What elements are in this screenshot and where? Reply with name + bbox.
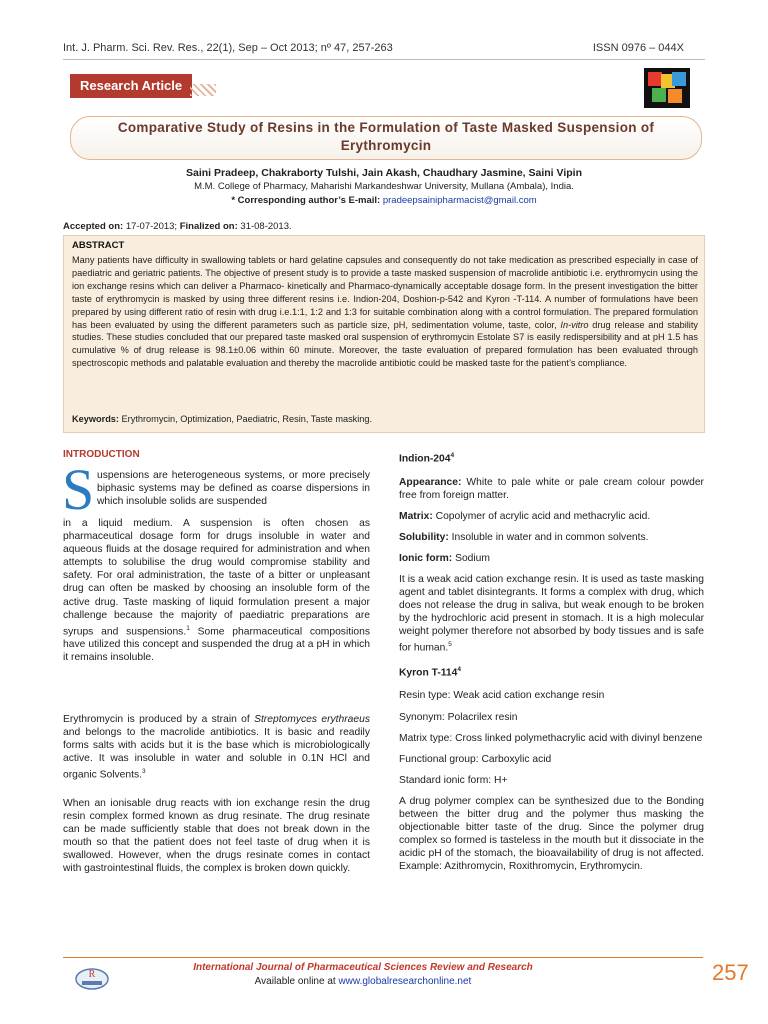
synonym-line: Synonym: Polacrilex resin bbox=[399, 711, 518, 723]
species-name: Streptomyces erythraeus bbox=[254, 714, 370, 725]
intro-paragraph-1-start: uspensions are heterogeneous systems, or more precisely biphasic systems may be defined as coarse dispersions in which insoluble solids are suspended bbox=[97, 470, 370, 508]
abstract-text bbox=[72, 254, 698, 370]
article-type-badge: Research Article bbox=[70, 74, 192, 98]
abstract-heading: ABSTRACT bbox=[72, 240, 125, 251]
resin-type-line: Resin type: Weak acid cation exchange resin bbox=[399, 690, 605, 702]
keywords-list: Erythromycin, Optimization, Paediatric, Resin, Taste masking. bbox=[121, 414, 373, 424]
introduction-heading: INTRODUCTION bbox=[63, 449, 140, 460]
corresponding-author bbox=[63, 195, 705, 206]
appearance-line: Appearance: White to pale white or pale cream colour powder free from foreign matter. bbox=[399, 476, 704, 501]
website-link[interactable]: www.globalresearchonline.net bbox=[338, 976, 472, 987]
abstract-text-a: Many patients have difficulty in swallowing tablets or hard gelatine capsules and consequently do not take medication as prescribed especially in case of paediatric and geriatric patients. The objective of present study is to provide a taste masked suspension of macrolide antibiotic i.e. erythromycin using the ion exchange resins which can deliver a Pharmaco- kinetically and Pharmaco-dynamically acceptable dosage form. In the present investigation the bitter taste of erythromycin is masked by using three different resins i.e. Indion-204, Doshion-p-542 and Kyron -T-114. A number of formulations have been prepared by using different ratio of resin with drug i.e.1:1, 1:2 and 1:3 for suitable combination along with a control formulation. The prepared formulation has been evaluated by using the different parameters such as particle size, pH, sedimentation volume, taste, color, bbox=[72, 255, 698, 330]
standard-ionic-form-line: Standard ionic form: H+ bbox=[399, 774, 508, 786]
keywords bbox=[72, 414, 698, 424]
citation-ref: 3 bbox=[142, 768, 146, 776]
corresponding-label: * Corresponding author’s E-mail: bbox=[231, 195, 381, 206]
intro-paragraph-3: When an ionisable drug reacts with ion exchange resin the drug resin complex formed known as drug resinate. The drug resinate can be made sufficiently stable that does not break down in the mouth so that the patient does not feel taste of drug when it is swallowed. However, when the drugs resinate comes in contact with gastrointestinal fluids, the complex is broken down quickly. bbox=[63, 798, 370, 875]
header-divider bbox=[63, 59, 705, 60]
functional-group-line: Functional group: Carboxylic acid bbox=[399, 753, 552, 765]
complex-description: A drug polymer complex can be synthesized due to the Bonding between the bitter drug and the polymer thus masking the objectionable bitter taste of the drug. Since the polymer drug complex so formed is tasteless in the mouth but it dissociate in the acidic pH of the stomach, the bioavailability of drug is not affected. Example: Azithromycin, Roxithromycin, Erythromycin. bbox=[399, 795, 704, 873]
accepted-date: 17-07-2013; bbox=[125, 221, 178, 232]
indion-heading: Indion-$204^4$ bbox=[399, 452, 455, 465]
finalized-date: 31-08-2013. bbox=[240, 221, 292, 232]
abstract-text-italic: In-vitro bbox=[560, 319, 589, 330]
title-banner bbox=[70, 116, 702, 160]
issn: ISSN 0976 – 044X bbox=[592, 42, 684, 54]
ionic-form-line: Ionic form: Sodium bbox=[399, 552, 490, 564]
matrix-type-line: Matrix type: Cross linked polymethacrylic acid with divinyl benzene bbox=[399, 732, 703, 744]
right-column bbox=[399, 449, 704, 882]
drop-cap: S bbox=[62, 457, 95, 522]
citation-ref: 1 bbox=[186, 624, 190, 632]
indion-description: It is a weak acid cation exchange resin. It is used as taste masking agent and tablet disintegrants. It forms a complex with drug, which does not release the drug in saliva, but weak enough to be broken by the hydrochloric acid present in stomach. It is a high molecular weight polymer therefore not absorbed by body tissues and is safe for human.$^5$ bbox=[399, 573, 704, 654]
intro-p1-tail: Some pharmaceutical compositions have utilized this concept and suspended the drug at a pH in which it remains insoluble. bbox=[63, 626, 370, 664]
intro-paragraph-2 bbox=[63, 713, 370, 782]
intro-p2-b: and belongs to the macrolide antibiotics. It is basic and readily forms salts with acids but it is the base which is microbiologically active. It was insoluble in water and soluble in 0.1N HCl and organic Solvents. bbox=[63, 727, 370, 781]
article-title: Comparative Study of Resins in the Formulation of Taste Masked Suspension of Erythromycin bbox=[117, 120, 655, 153]
footer-availability bbox=[63, 976, 663, 987]
footer-divider bbox=[63, 957, 703, 958]
publication-dates bbox=[63, 221, 292, 232]
intro-p1-body: in a liquid medium. A suspension is often chosen as pharmaceutical dosage form for drugs insoluble in water and aqueous fluids at the dosage required for administration and when attempts to solubilise the drug would compromise stability and safety. For oral administration, the taste of a bitter or unpleasant drug can often be masked by choosing an insoluble form of the active drug. Taste masking of liquid formulation present a major challenge because the majority of paediatric preparations are syrups and suspensions. bbox=[63, 518, 370, 638]
badge-hatch-decoration bbox=[190, 84, 216, 96]
solubility-line: Solubility: Insoluble in water and in common solvents. bbox=[399, 531, 649, 543]
journal-citation: Int. J. Pharm. Sci. Rev. Res., 22(1), Sep – Oct 2013; nº 47, 257-263 bbox=[63, 42, 393, 54]
abstract-text-b: drug release and stability studies. These studies concluded that our prepared taste masked oral suspension of erythromycin Estolate S7 is easily redispersibility and at pH 1.5 has cumulative % of drug release is 98.1±0.06 within 60 minute. Moreover, the taste evaluation of prepared formulation has been evaluated through spectroscopic methods and palatable evaluation and thereby the macrolide antibiotic could be masked taste for the patient’s compliance. bbox=[72, 319, 698, 369]
author-list: Saini Pradeep, Chakraborty Tulshi, Jain Akash, Chaudhary Jasmine, Saini Vipin bbox=[185, 167, 582, 179]
accepted-label: Accepted on: bbox=[63, 221, 124, 232]
keywords-label: Keywords: bbox=[72, 414, 119, 424]
matrix-line: Matrix: Copolymer of acrylic acid and methacrylic acid. bbox=[399, 510, 651, 522]
footer-journal-name: International Journal of Pharmaceutical Sciences Review and Research bbox=[193, 962, 533, 973]
corresponding-email-link[interactable]: pradeepsainipharmacist@gmail.com bbox=[382, 195, 537, 206]
kyron-heading: Kyron $T-114^4$ bbox=[399, 665, 461, 679]
affiliation: M.M. College of Pharmacy, Maharishi Markandeshwar University, Mullana (Ambala), India. bbox=[194, 181, 574, 192]
svg-text:R: R bbox=[88, 969, 96, 980]
intro-paragraph-1-rest bbox=[63, 517, 370, 664]
page-number: 257 bbox=[712, 960, 749, 985]
intro-p2-a: Erythromycin is produced by a strain of bbox=[63, 714, 250, 725]
finalized-label: Finalized on: bbox=[179, 221, 238, 232]
journal-logo-icon bbox=[644, 68, 690, 108]
available-label: Available online at bbox=[254, 976, 336, 987]
